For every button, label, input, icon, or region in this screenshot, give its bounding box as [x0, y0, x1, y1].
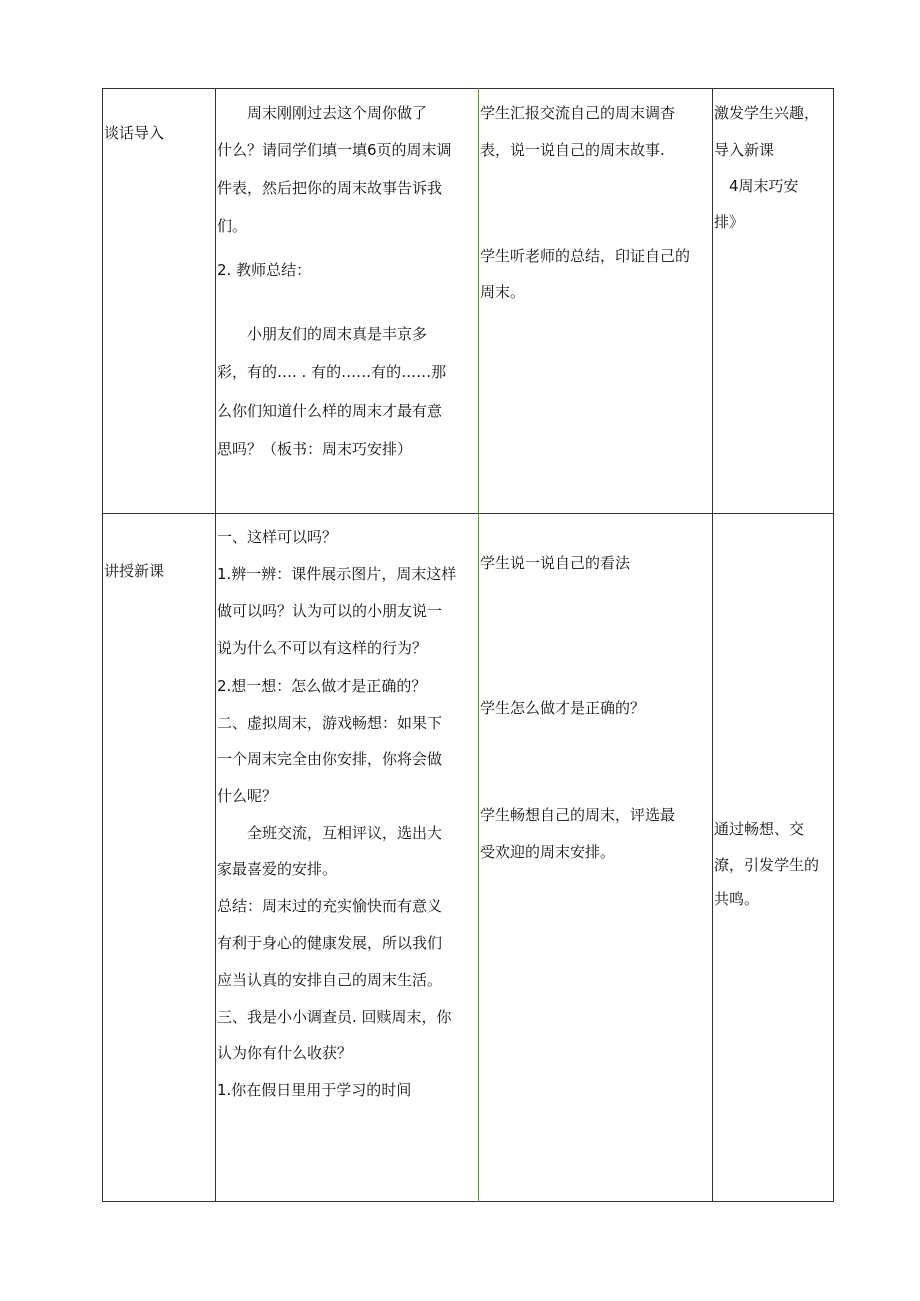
teacher-text-line: 1.你在假日里用于学习的时间: [217, 1081, 412, 1099]
teacher-text-line: 总结：周末过的充实愉快而有意义: [217, 897, 443, 915]
stage-label: 谈话导入: [104, 124, 165, 142]
teacher-text-line: 小朋友们的周末真是丰京多: [217, 325, 428, 343]
teacher-text-line: 么你们知道什么样的周末才最有意: [217, 402, 443, 420]
teacher-text-line: 彩，有的…. . 有的……有的……那: [217, 363, 447, 381]
row-divider: [102, 513, 834, 514]
purpose-text-line: 4周末巧安: [714, 177, 799, 195]
teacher-text-line: 1.辨一辨：课件展示图片，周末这样: [217, 565, 457, 583]
teacher-text-line: 全班交流，互相评议，选出大: [217, 824, 443, 842]
teacher-text-line: 2. 教师总结：: [217, 261, 312, 279]
table-border-right: [833, 88, 834, 1202]
teacher-text-line: 周末刚刚过去这个周你做了: [217, 104, 428, 122]
teacher-text-line: 应当认真的安排自己的周末生活。: [217, 971, 443, 989]
teacher-text-line: 一、这样可以吗？: [217, 528, 338, 546]
student-text-line: 学生怎么做才是正确的？: [480, 699, 646, 717]
student-text-line: 学生畅想自己的周末，评选最: [480, 806, 676, 824]
purpose-text-line: 排》: [714, 213, 745, 231]
student-text-line: 学生听老师的总结，印证自己的: [480, 247, 691, 265]
table-border-bottom: [102, 1201, 834, 1202]
teacher-text-line: 件表，然后把你的周末故事告诉我: [217, 179, 443, 197]
teacher-text-line: 们。: [217, 217, 248, 235]
column-divider: [712, 88, 713, 1202]
purpose-text-line: 激发学生兴趣，: [714, 104, 820, 122]
teacher-text-line: 思吗？（板书：周末巧安排）: [217, 440, 413, 458]
table-border-left: [102, 88, 103, 1202]
teacher-text-line: 做可以吗？认为可以的小朋友说一: [217, 602, 443, 620]
teacher-text-line: 认为你有什么收获？: [217, 1044, 353, 1062]
student-text-line: 周末。: [480, 283, 526, 301]
teacher-text-line: 一个周末完全由你安排，你将会做: [217, 750, 443, 768]
purpose-text-line: 通过畅想、交: [714, 820, 805, 838]
purpose-text-line: 潦，引发学生的: [714, 856, 820, 874]
student-text-line: 学生说一说自己的看法: [480, 554, 631, 572]
student-text-line: 受欢迎的周末安排。: [480, 843, 616, 861]
teacher-text-line: 什么呢？: [217, 787, 278, 805]
teacher-text-line: 二、虚拟周末，游戏畅想：如果下: [217, 714, 443, 732]
column-divider: [215, 88, 216, 1202]
purpose-text-line: 导入新课: [714, 141, 775, 159]
student-text-line: 表，说一说自己的周末故事.: [480, 141, 665, 159]
teacher-text-line: 三、我是小小调查员. 回赎周末，你: [217, 1008, 452, 1026]
student-text-line: 学生汇报交流自己的周末调杳: [480, 104, 676, 122]
teacher-text-line: 有利于身心的健康发展，所以我们: [217, 934, 443, 952]
teacher-text-line: 家最喜爱的安排。: [217, 860, 338, 878]
teacher-text-line: 2.想一想：怎么做才是正确的？: [217, 677, 427, 695]
purpose-text-line: 共鸣。: [714, 890, 760, 908]
table-border-top: [102, 88, 834, 89]
teacher-text-line: 什么？请同学们填一填6页的周末调: [217, 141, 452, 159]
stage-label: 讲授新课: [104, 562, 165, 580]
teacher-text-line: 说为什么不可以有这样的行为？: [217, 639, 428, 657]
column-divider: [478, 88, 479, 1202]
